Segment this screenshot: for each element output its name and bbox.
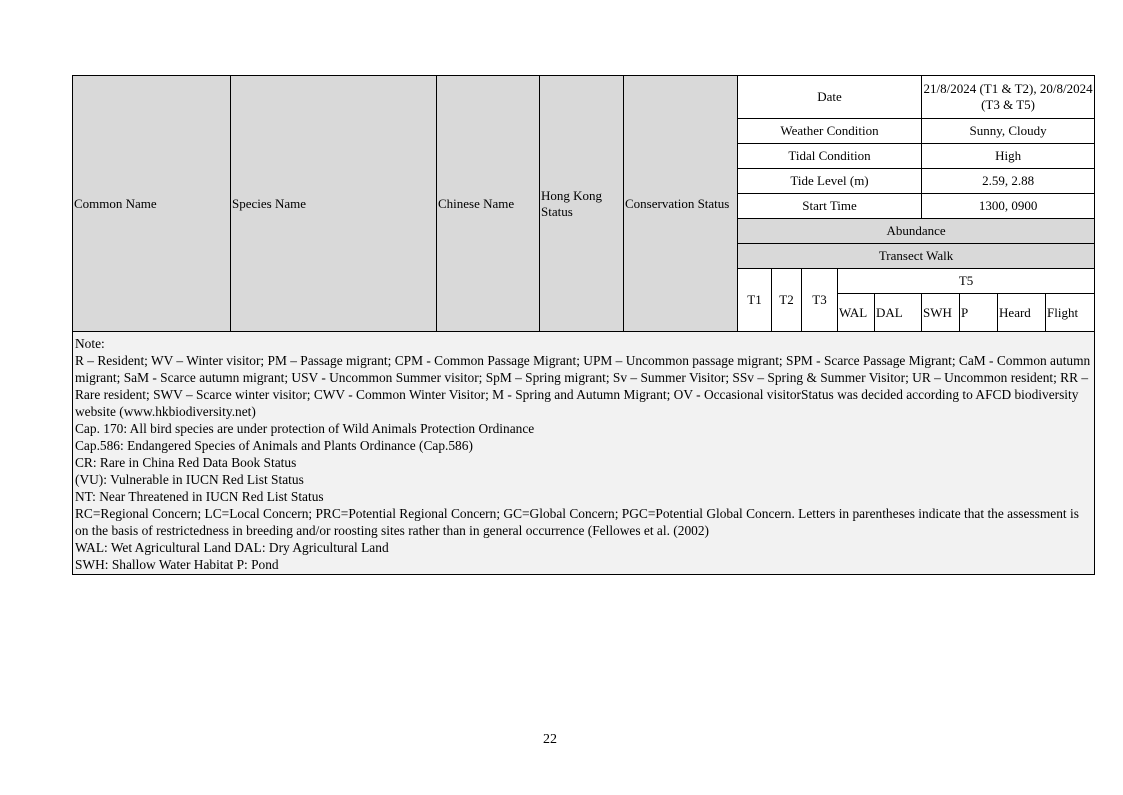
conservation-status-header: Conservation Status	[624, 76, 738, 332]
chinese-name-header: Chinese Name	[437, 76, 540, 332]
note-concern-levels: RC=Regional Concern; LC=Local Concern; PRC=Potential Regional Concern; GC=Global Concern; PGC=Potential Global Concern. Letters in parentheses indicate that the assessment is on the basis of restrictedness in breeding and/or roosting sites rather than in general occurrence (Fellowes et al. (2002)	[75, 506, 1079, 538]
transect-t3-header: T3	[802, 269, 838, 332]
start-time-label: Start Time	[738, 194, 922, 219]
page-number: 22	[543, 732, 557, 747]
note-nt: NT: Near Threatened in IUCN Red List Status	[75, 489, 324, 504]
abundance-header: Abundance	[738, 219, 1095, 244]
date-label: Date	[738, 76, 922, 119]
transect-t5-header: T5	[838, 269, 1095, 294]
tide-level-value: 2.59, 2.88	[922, 169, 1095, 194]
weather-condition-value: Sunny, Cloudy	[922, 119, 1095, 144]
t5-flight-header: Flight	[1046, 294, 1095, 332]
t5-heard-header: Heard	[998, 294, 1046, 332]
note-cr: CR: Rare in China Red Data Book Status	[75, 455, 297, 470]
transect-t1-header: T1	[738, 269, 772, 332]
transect-walk-header: Transect Walk	[738, 244, 1095, 269]
note-cap-170: Cap. 170: All bird species are under protection of Wild Animals Protection Ordinance	[75, 421, 535, 436]
common-name-header: Common Name	[73, 76, 231, 332]
tide-level-label: Tide Level (m)	[738, 169, 922, 194]
note-water-habitat: SWH: Shallow Water Habitat P: Pond	[75, 557, 279, 572]
note-cap-586: Cap.586: Endangered Species of Animals and Plants Ordinance (Cap.586)	[75, 438, 473, 453]
t5-swh-header: SWH	[922, 294, 960, 332]
note-heading: Note:	[75, 336, 105, 351]
tidal-condition-value: High	[922, 144, 1095, 169]
note-status-codes: R – Resident; WV – Winter visitor; PM – Passage migrant; CPM - Common Passage Migrant; UPM – Uncommon passage migrant; SPM - Scarce Passage Migrant; CaM - Common autumn migrant; SaM - Scarce autumn migrant; USV - Uncommon Summer visitor; SpM – Spring migrant; Sv – Summer Visitor; SSv – Spring & Summer Visitor; UR – Uncommon resident; RR – Rare resident; SWV – Scarce winter visitor; CWV - Common Winter Visitor; M - Spring and Autumn Migrant; OV - Occasional visitorStatus was decided according to AFCD biodiversity website (www.hkbiodiversity.net)	[75, 353, 1091, 419]
t5-dal-header: DAL	[875, 294, 922, 332]
bird-survey-table	[72, 75, 1095, 575]
note-agricultural-land: WAL: Wet Agricultural Land DAL: Dry Agricultural Land	[75, 540, 389, 555]
hong-kong-status-header: Hong Kong Status	[540, 76, 624, 332]
note-vu: (VU): Vulnerable in IUCN Red List Status	[75, 472, 304, 487]
notes-cell	[73, 332, 1095, 575]
transect-t2-header: T2	[772, 269, 802, 332]
tidal-condition-label: Tidal Condition	[738, 144, 922, 169]
weather-condition-label: Weather Condition	[738, 119, 922, 144]
start-time-value: 1300, 0900	[922, 194, 1095, 219]
species-name-header: Species Name	[231, 76, 437, 332]
t5-pond-header: P	[960, 294, 998, 332]
t5-wal-header: WAL	[838, 294, 875, 332]
date-value: 21/8/2024 (T1 & T2), 20/8/2024 (T3 & T5)	[922, 76, 1095, 119]
